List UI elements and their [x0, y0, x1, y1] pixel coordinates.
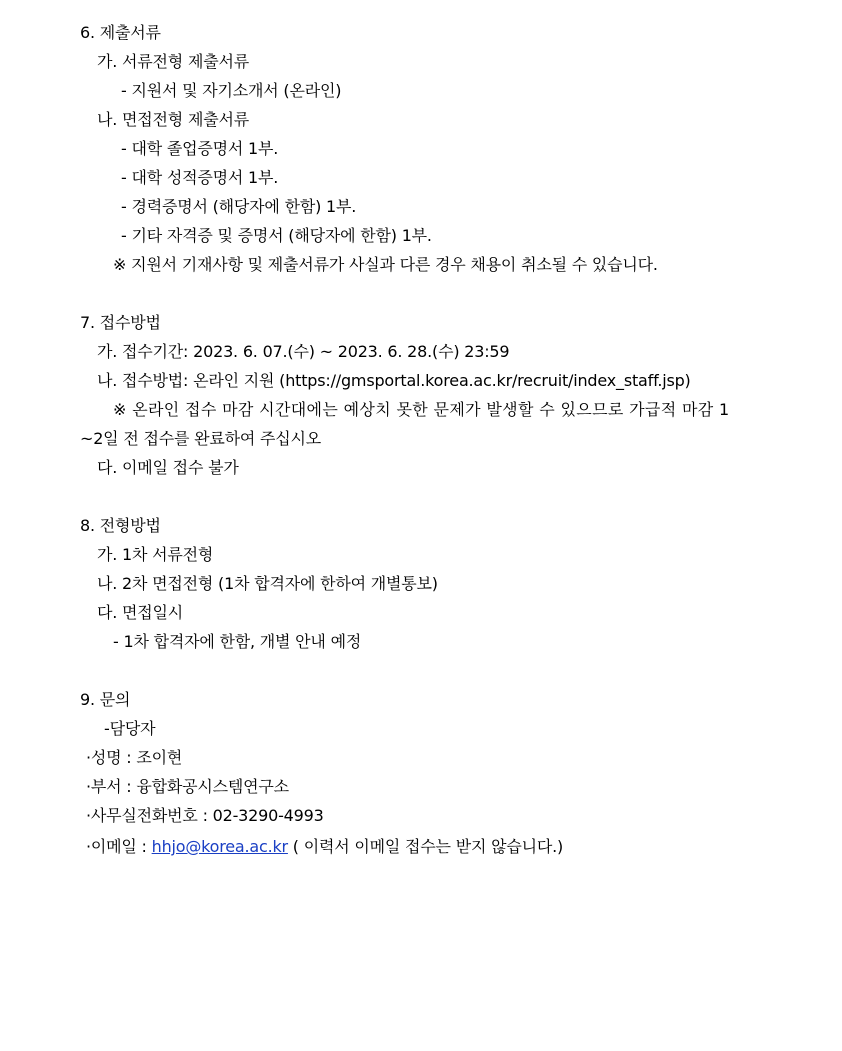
section-9-heading: 9. 문의 — [80, 690, 131, 709]
contact-email-prefix: ·이메일 : — [86, 837, 152, 856]
section-6-b-item: - 대학 성적증명서 1부. — [121, 168, 279, 187]
section-6-b-item: - 기타 자격증 및 증명서 (해당자에 한함) 1부. — [121, 226, 432, 245]
email-link[interactable]: hhjo@korea.ac.kr — [151, 837, 288, 856]
section-6-b-label: 나. 면접전형 제출서류 — [97, 110, 249, 129]
section-6-b-item: - 대학 졸업증명서 1부. — [121, 139, 279, 158]
section-6-a-label: 가. 서류전형 제출서류 — [97, 52, 249, 71]
section-6-heading: 6. 제출서류 — [80, 23, 161, 42]
section-7-heading: 7. 접수방법 — [80, 313, 161, 332]
contact-email-row — [86, 836, 563, 858]
contact-email-suffix: ( 이력서 이메일 접수는 받지 않습니다.) — [287, 837, 564, 856]
section-8-c: 다. 면접일시 — [97, 603, 184, 622]
contact-label: -담당자 — [104, 719, 156, 738]
section-7-note-line2: ~2일 전 접수를 완료하여 주십시오 — [80, 429, 322, 448]
section-7-c: 다. 이메일 접수 불가 — [97, 458, 239, 477]
section-8-c-item: - 1차 합격자에 한함, 개별 안내 예정 — [113, 632, 362, 651]
section-7-a: 가. 접수기간: 2023. 6. 07.(수) ~ 2023. 6. 28.(수) 23:59 — [97, 342, 510, 361]
contact-phone: ·사무실전화번호 : 02-3290-4993 — [86, 806, 324, 825]
section-8-heading: 8. 전형방법 — [80, 516, 161, 535]
section-6-b-item: - 경력증명서 (해당자에 한함) 1부. — [121, 197, 357, 216]
contact-department: ·부서 : 융합화공시스템연구소 — [86, 777, 289, 796]
section-6-note: ※ 지원서 기재사항 및 제출서류가 사실과 다른 경우 채용이 취소될 수 있습니다. — [113, 255, 658, 274]
section-7-note-line1: ※ 온라인 접수 마감 시간대에는 예상치 못한 문제가 발생할 수 있으므로 가급적 마감 1 — [113, 400, 730, 419]
section-8-b: 나. 2차 면접전형 (1차 합격자에 한하여 개별통보) — [97, 574, 438, 593]
section-7-b: 나. 접수방법: 온라인 지원 (https://gmsportal.korea.ac.kr/recruit/index_staff.jsp) — [97, 371, 691, 390]
section-6-a-item: - 지원서 및 자기소개서 (온라인) — [121, 81, 342, 100]
contact-name: ·성명 : 조이현 — [86, 748, 183, 767]
section-8-a: 가. 1차 서류전형 — [97, 545, 214, 564]
